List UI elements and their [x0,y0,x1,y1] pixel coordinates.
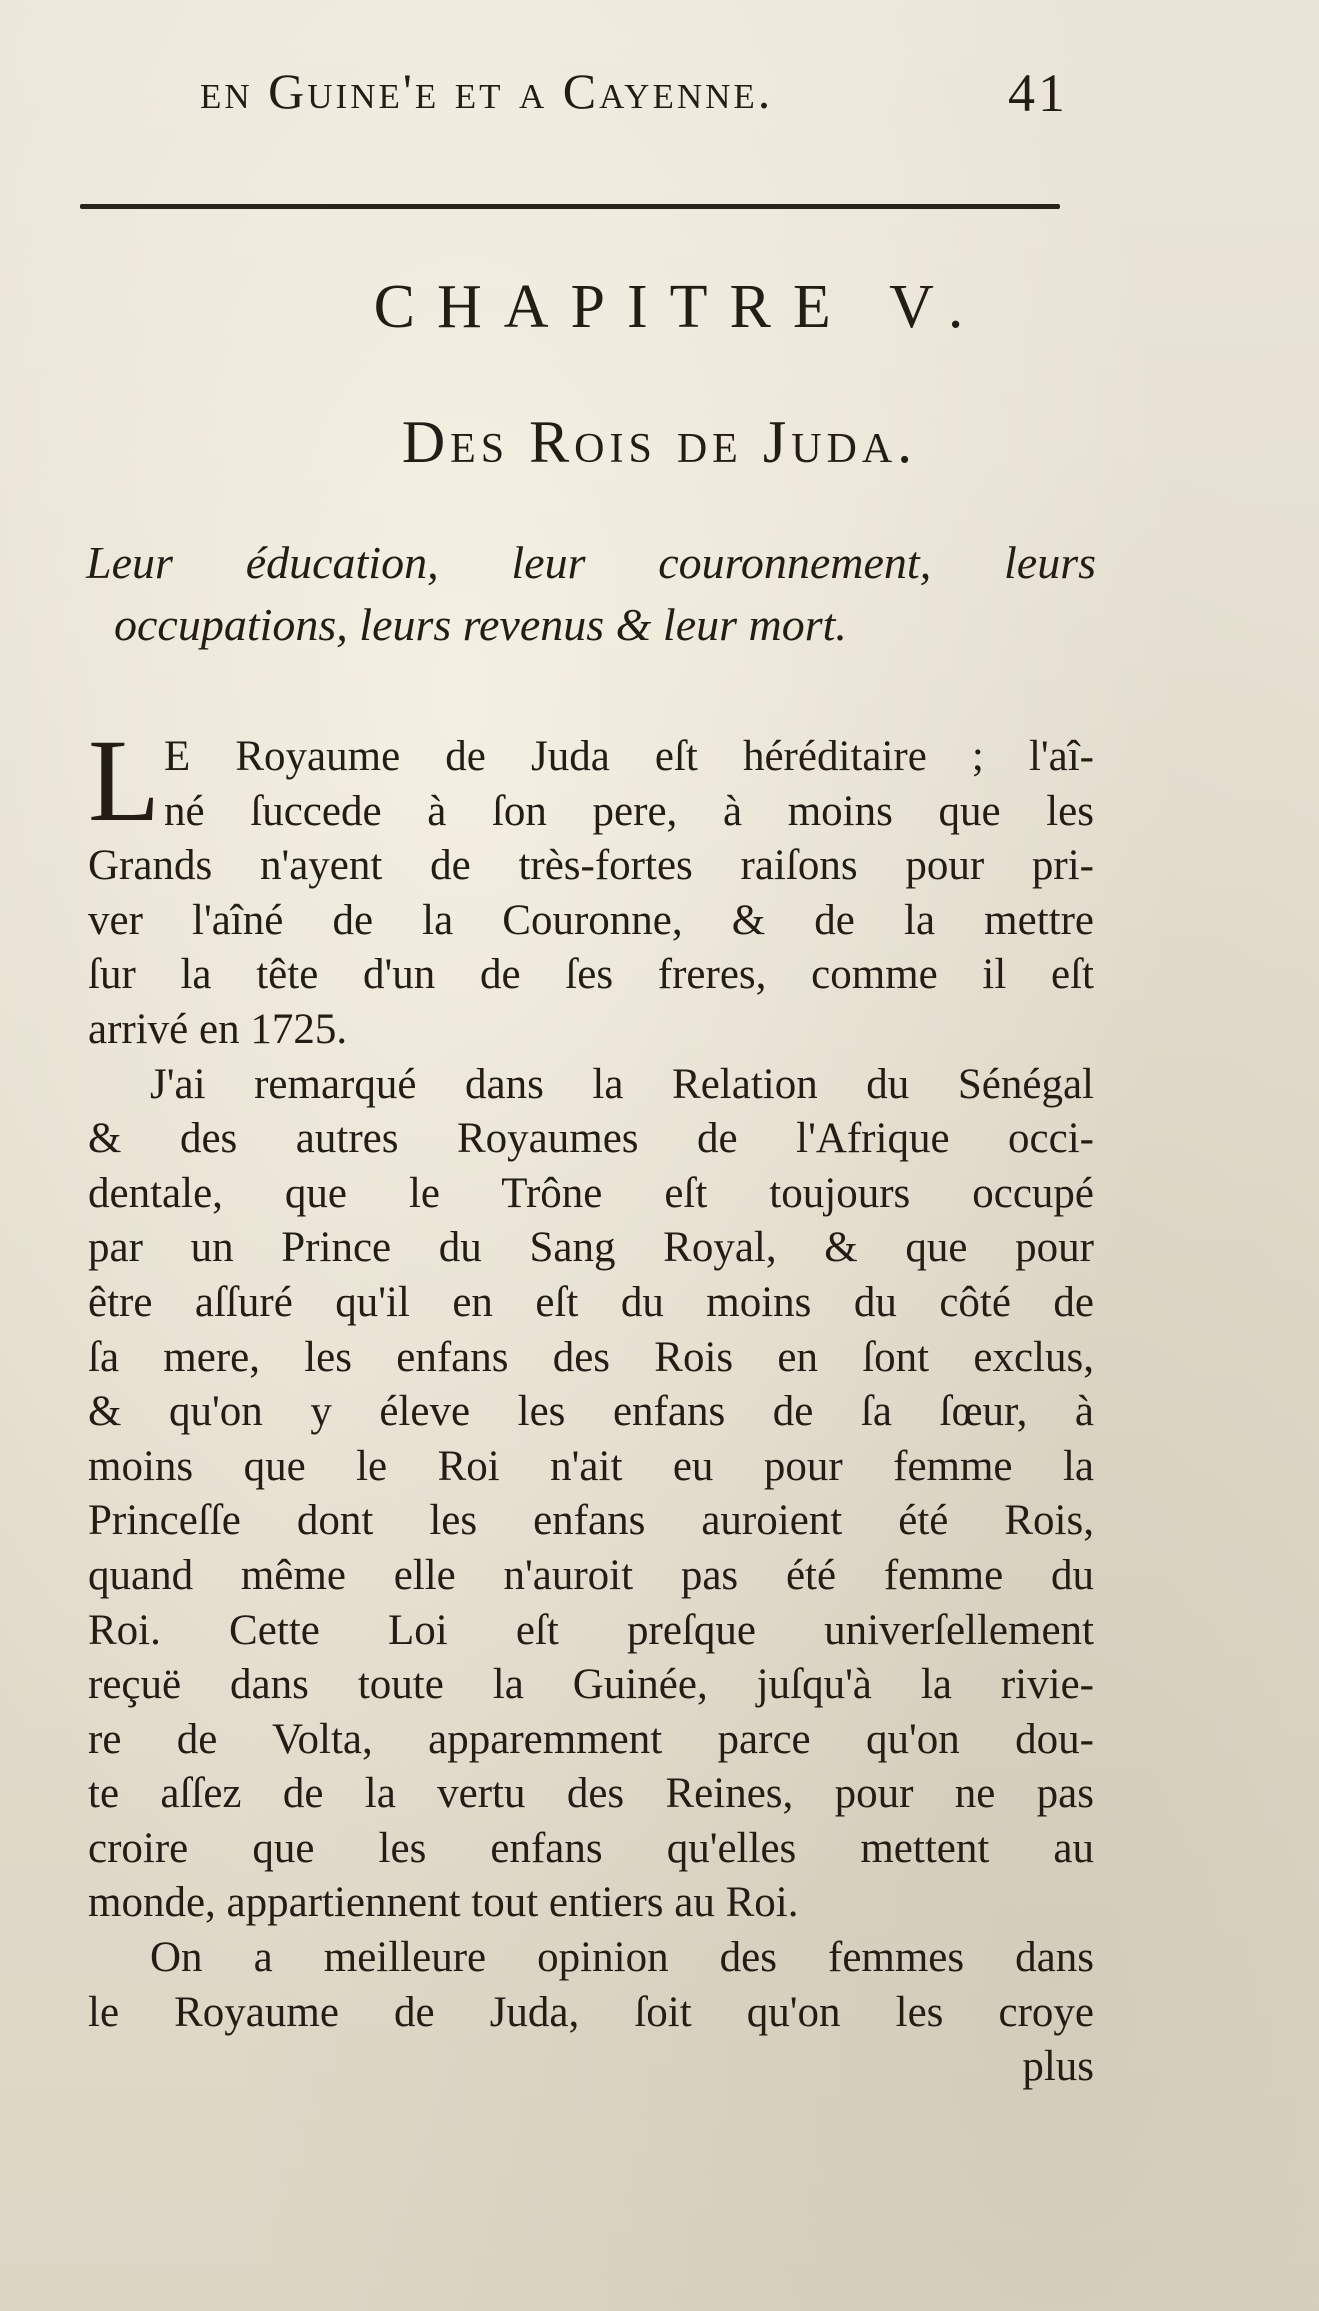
text-line: Roi. Cette Loi eſt preſque univerſellement [88,1606,1094,1654]
text-line: E Royaume de Juda eſt héréditaire ; l'aî- [164,733,1094,780]
text-line: te aſſez de la vertu des Reines, pour ne pas [88,1770,1094,1818]
chapter-subtitle: Des Rois de Juda. [401,409,918,475]
text-line: & qu'on y éleve les enfans de ſa ſœur, à [88,1388,1094,1436]
first-paragraph [88,715,1094,1058]
text-line: ver l'aîné de la Couronne, & de la mettre [88,896,1094,944]
text-line: le Royaume de Juda, ſoit qu'on les croye [88,1988,1094,2036]
text-line: ſur la tête d'un de ſes freres, comme il eſt [88,951,1094,999]
running-head [200,62,1100,132]
text-line: ſa mere, les enfans des Rois en ſont exclus, [88,1333,1094,1381]
text-line: Grands n'ayent de très-fortes raiſons pour pri- [88,842,1094,890]
summary-line: Leur éducation, leur couronnement, leurs [86,537,1096,588]
text-line: monde, appartiennent tout entiers au Roi. [88,1879,799,1927]
page-number: 41 [1008,63,1068,123]
catchword: plus [1022,2043,1094,2091]
text-line: re de Volta, apparemment parce qu'on dou- [88,1715,1094,1763]
text-line: J'ai remarqué dans la Relation du Sénégal [150,1060,1094,1108]
text-line: quand même elle n'auroit pas été femme du [88,1551,1094,1599]
chapter-title: CHAPITRE V. [373,273,986,341]
third-paragraph [88,1931,1094,2095]
chapter-summary [86,532,1096,656]
text-line: dentale, que le Trône eſt toujours occupé [88,1169,1094,1217]
text-line: être aſſuré qu'il en eſt du moins du côté de [88,1278,1094,1326]
body-text [88,715,1094,2095]
text-line: né ſuccede à ſon pere, à moins que les [164,787,1094,835]
text-line: reçuë dans toute la Guinée, juſqu'à la rivie- [88,1661,1094,1709]
text-line: par un Prince du Sang Royal, & que pour [88,1224,1094,1272]
text-line: arrivé en 1725. [88,1005,348,1053]
text-line: & des autres Royaumes de l'Afrique occi- [88,1115,1094,1163]
second-paragraph [88,1058,1094,1932]
summary-line: occupations, leurs revenus & leur mort. [114,599,847,650]
running-head-title: en Guine'e et a Cayenne. [200,63,774,119]
text-line: croire que les enfans qu'elles mettent au [88,1824,1094,1872]
text-line: Princeſſe dont les enfans auroient été Rois, [88,1497,1094,1545]
drop-cap: L [88,715,161,846]
header-rule [80,204,1060,209]
text-line: moins que le Roi n'ait eu pour femme la [88,1442,1094,1490]
text-line: On a meilleure opinion des femmes dans [150,1934,1094,1982]
